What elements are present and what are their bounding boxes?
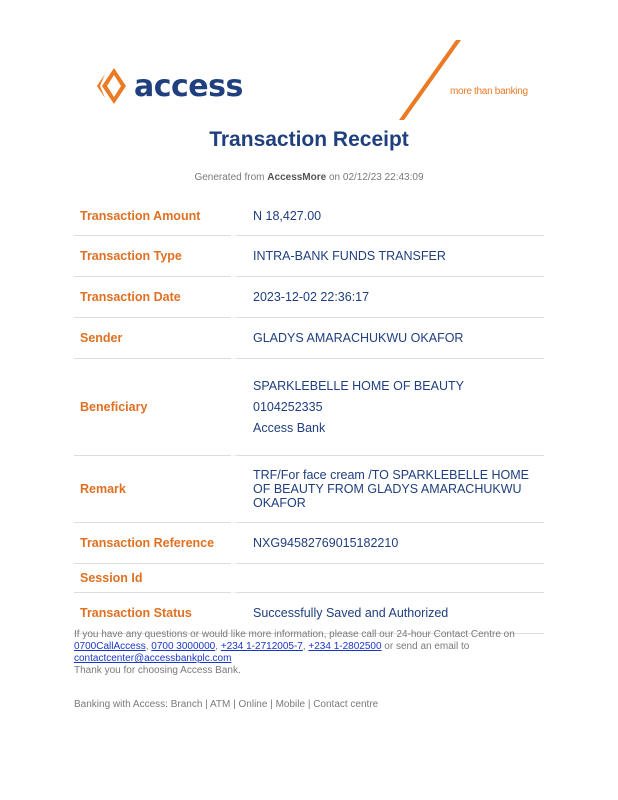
email-link[interactable]: contactcenter@accessbankplc.com bbox=[74, 653, 232, 664]
type-label: Transaction Type bbox=[74, 236, 231, 277]
beneficiary-name: SPARKLEBELLE HOME OF BEAUTY bbox=[253, 379, 464, 393]
sender-label: Sender bbox=[74, 318, 231, 359]
remark-line: OF BEAUTY FROM GLADYS AMARACHUKWU bbox=[253, 482, 522, 496]
beneficiary-label: Beneficiary bbox=[74, 359, 231, 456]
access-logo bbox=[96, 66, 243, 106]
row-reference bbox=[74, 523, 544, 564]
row-sender bbox=[74, 318, 544, 359]
row-beneficiary bbox=[74, 359, 544, 456]
banking-channels-line: Banking with Access: Branch | ATM | Online | Mobile | Contact centre bbox=[74, 699, 379, 710]
generated-datetime: 02/12/23 22:43:09 bbox=[342, 172, 424, 183]
date-label: Transaction Date bbox=[74, 277, 231, 318]
contact-footer bbox=[74, 629, 554, 677]
type-value: INTRA-BANK FUNDS TRANSFER bbox=[231, 236, 544, 277]
footer-separator: , bbox=[145, 641, 152, 652]
footer-separator: , bbox=[215, 641, 221, 652]
footer-email-prefix: or send an email to bbox=[381, 641, 470, 652]
sender-value: GLADYS AMARACHUKWU OKAFOR bbox=[231, 318, 544, 359]
footer-separator: , bbox=[302, 641, 309, 652]
brand-tagline: more than banking bbox=[450, 86, 528, 97]
row-remark bbox=[74, 456, 544, 523]
generated-app: AccessMore bbox=[267, 172, 327, 183]
generated-middle: on bbox=[328, 172, 341, 183]
phone-link-callaccess[interactable]: 0700CallAccess bbox=[74, 641, 146, 652]
phone-link-0700[interactable]: 0700 3000000 bbox=[151, 641, 216, 652]
footer-thanks: Thank you for choosing Access Bank. bbox=[74, 665, 241, 676]
status-label: Transaction Status bbox=[74, 593, 231, 634]
generated-prefix: Generated from bbox=[194, 172, 265, 183]
session-value bbox=[231, 564, 544, 593]
beneficiary-value bbox=[231, 359, 544, 456]
row-amount bbox=[74, 196, 544, 236]
remark-label: Remark bbox=[74, 456, 231, 523]
remark-value bbox=[231, 456, 544, 523]
beneficiary-account: 0104252335 bbox=[253, 400, 323, 414]
row-session bbox=[74, 564, 544, 593]
receipt-table bbox=[74, 196, 544, 634]
phone-link-2712005[interactable]: +234 1-2712005-7 bbox=[220, 641, 303, 652]
access-logo-icon bbox=[96, 66, 128, 106]
reference-value: NXG94582769015182210 bbox=[231, 523, 544, 564]
remark-line: TRF/For face cream /TO SPARKLEBELLE HOME bbox=[253, 468, 530, 482]
row-date bbox=[74, 277, 544, 318]
brand-name: access bbox=[134, 68, 243, 104]
reference-label: Transaction Reference bbox=[74, 523, 231, 564]
brand-slash-graphic bbox=[398, 40, 462, 120]
generated-note bbox=[0, 172, 618, 183]
status-value: Successfully Saved and Authorized bbox=[231, 593, 544, 634]
amount-label: Transaction Amount bbox=[74, 196, 231, 236]
page-title: Transaction Receipt bbox=[209, 128, 409, 151]
row-type bbox=[74, 236, 544, 277]
session-label: Session Id bbox=[74, 564, 231, 593]
date-value: 2023-12-02 22:36:17 bbox=[231, 277, 544, 318]
remark-line: OKAFOR bbox=[253, 496, 306, 510]
beneficiary-bank: Access Bank bbox=[253, 421, 326, 435]
footer-intro: If you have any questions or would like more information, please call our 24-hour Contact Centre on bbox=[74, 629, 515, 640]
row-status bbox=[74, 593, 544, 634]
phone-link-2802500[interactable]: +234 1-2802500 bbox=[308, 641, 382, 652]
amount-value: N 18,427.00 bbox=[231, 196, 544, 236]
